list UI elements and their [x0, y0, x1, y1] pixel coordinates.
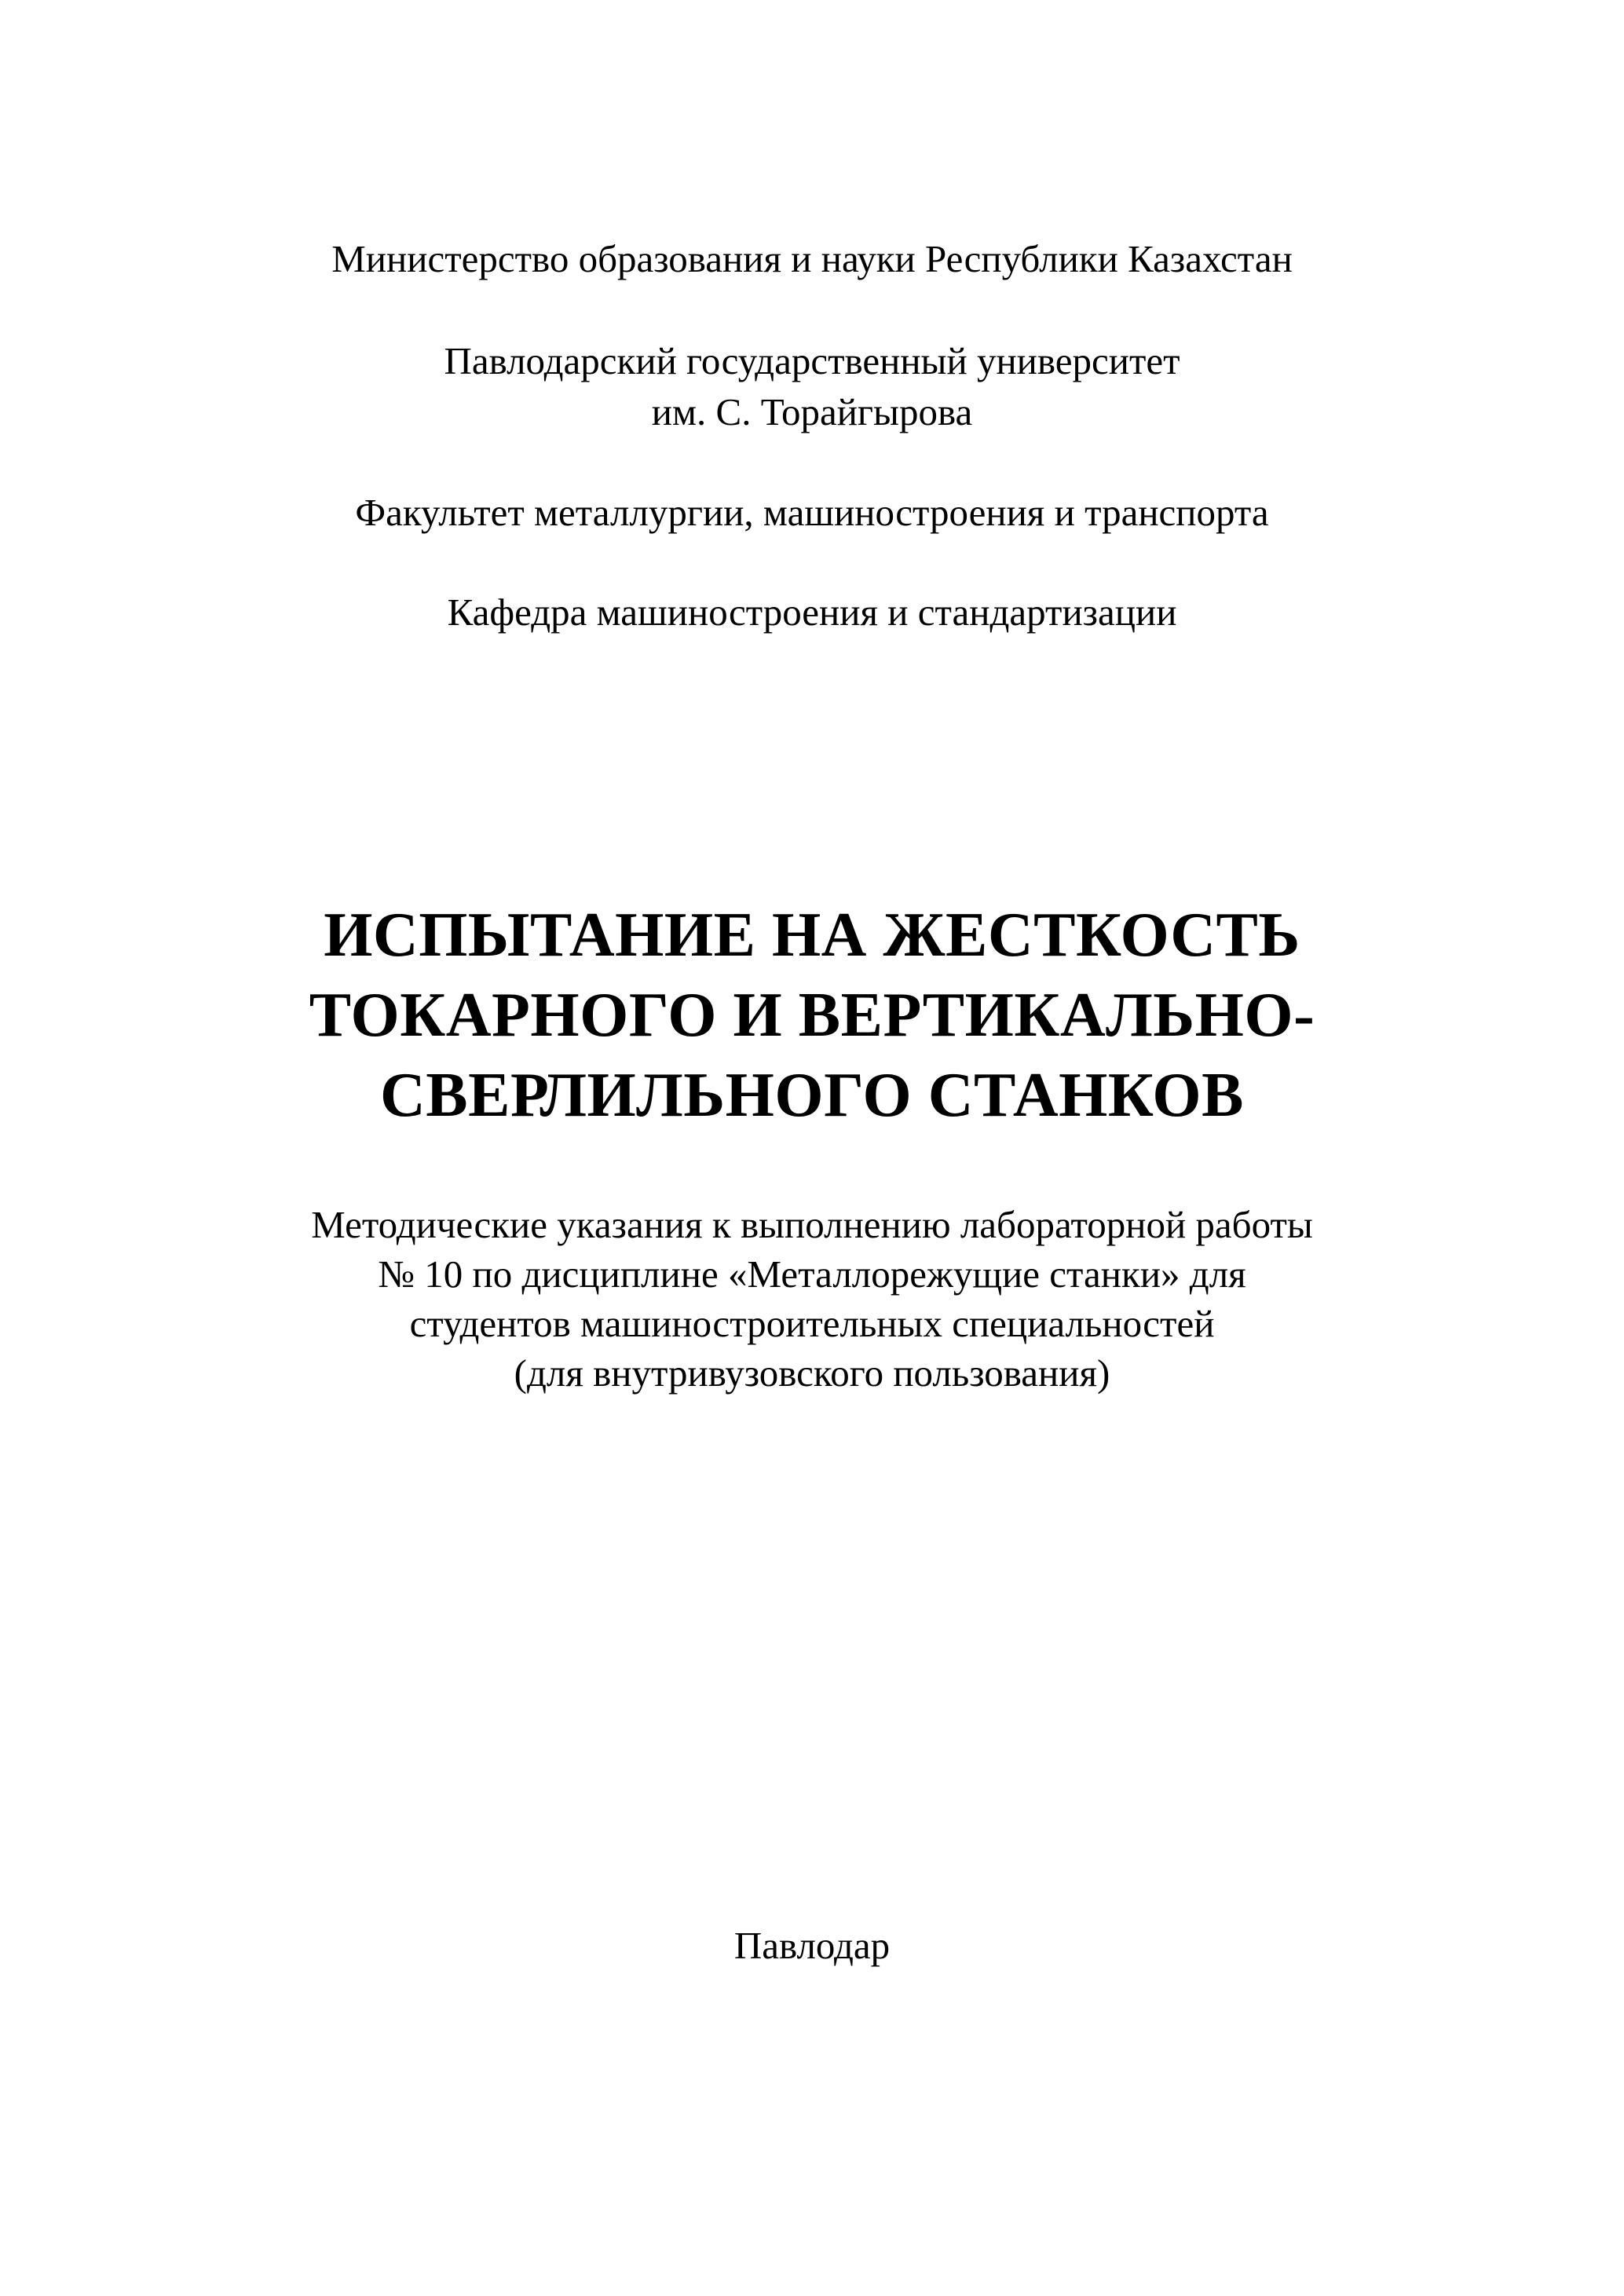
document-title-line-1: ИСПЫТАНИЕ НА ЖЕСТКОСТЬ	[324, 901, 1300, 970]
university-name: Павлодарский государственный университет	[444, 339, 1180, 382]
subtitle-line-4: (для внутривузовского пользования)	[514, 1351, 1110, 1395]
department-name: Кафедра машиностроения и стандартизации	[447, 590, 1177, 634]
document-title-line-2: ТОКАРНОГО И ВЕРТИКАЛЬНО-	[309, 981, 1315, 1050]
subtitle-line-3: студентов машиностроительных специальностей	[409, 1302, 1215, 1345]
document-title-line-3: СВЕРЛИЛЬНОГО СТАНКОВ	[379, 1061, 1245, 1130]
publication-city: Павлодар	[733, 1924, 891, 1967]
subtitle-line-2: № 10 по дисциплине «Металлорежущие станки» для	[378, 1252, 1246, 1296]
ministry-name: Министерство образования и науки Республики Казахстан	[331, 237, 1293, 280]
faculty-name: Факультет металлургии, машиностроения и транспорта	[355, 491, 1269, 534]
university-name-honorific: им. С. Торайгырова	[651, 390, 973, 433]
subtitle-line-1: Методические указания к выполнению лабораторной работы	[311, 1203, 1313, 1246]
